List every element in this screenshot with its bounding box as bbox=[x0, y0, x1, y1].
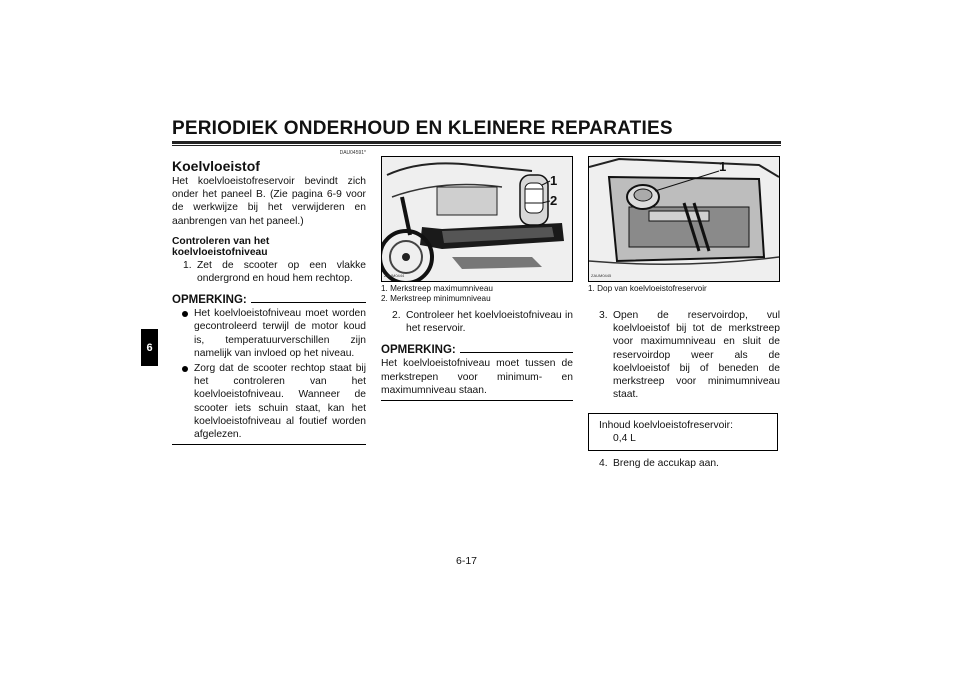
callout-1: 1 bbox=[719, 159, 727, 174]
figure-scooter-reservoir bbox=[381, 156, 573, 282]
step-1-number: 1. bbox=[183, 259, 192, 271]
step-3-number: 3. bbox=[599, 310, 608, 321]
intro-paragraph: Het koelvloeistofreservoir bevindt zich onder het paneel B. (Zie pagina 6-9 voor de werkwijze bij het verwijderen en aanbrengen van het paneel.) bbox=[172, 176, 366, 227]
step-3-text: Open de reservoirdop, vul koelvloeistof bij tot de merkstreep voor maximumniveau en sluit de reservoirdop weer als de koelvloeistof bij of beneden de merkstreep voor minimumniveau staat. bbox=[613, 310, 780, 401]
capacity-value: 0,4 L bbox=[613, 433, 636, 445]
step-2-number: 2. bbox=[392, 310, 401, 321]
step-4-number: 4. bbox=[599, 458, 608, 470]
figure-code: ZAUM0445 bbox=[591, 273, 612, 278]
section-code: DAU04591* bbox=[339, 150, 366, 156]
note-1-heading bbox=[172, 294, 366, 306]
note-1-end-rule bbox=[172, 444, 366, 445]
page-title: PERIODIEK ONDERHOUD EN KLEINERE REPARATIES bbox=[172, 118, 673, 139]
note-1-label: OPMERKING: bbox=[172, 294, 247, 307]
header-rule-thin bbox=[172, 145, 781, 146]
step-3 bbox=[588, 309, 780, 401]
subheading: Controleren van het koelvloeistofniveau bbox=[172, 235, 270, 258]
note-1-bullet bbox=[172, 362, 366, 441]
note-2-heading bbox=[381, 344, 573, 356]
page-number: 6-17 bbox=[456, 555, 478, 567]
section-heading: Koelvloeistof bbox=[172, 158, 260, 174]
reservoir-illustration bbox=[589, 157, 779, 281]
middle-column bbox=[381, 156, 573, 401]
callout-2: 2 bbox=[550, 193, 558, 208]
step-4-text: Breng de accukap aan. bbox=[613, 458, 719, 470]
callout-1: 1 bbox=[550, 173, 558, 188]
note-1-bullet-text: Zorg dat de scooter rechtop staat bij het controleren van het koelvloeistofniveau. Wanneer de scooter iets schuin staat, kan het koelvloeistofniveau al foutief worden afgelezen. bbox=[194, 363, 366, 441]
figure-1-caption bbox=[381, 284, 573, 304]
note-1-bullet-text: Het koelvloeistofniveau moet worden gecontroleerd terwijl de motor koud is, temperatuurverschillen zijn namelijk van invloed op het niveau. bbox=[194, 308, 366, 359]
bullet-icon bbox=[182, 366, 188, 372]
header-rule bbox=[172, 141, 781, 144]
note-2-end-rule bbox=[381, 400, 573, 401]
figure-reservoir-cap bbox=[588, 156, 780, 282]
step-1 bbox=[172, 259, 366, 285]
step-2-text: Controleer het koelvloeistofniveau in het reservoir. bbox=[406, 310, 573, 335]
capacity-label: Inhoud koelvloeistofreservoir: bbox=[599, 420, 733, 432]
chapter-tab: 6 bbox=[141, 329, 158, 366]
figure-code: ZAUM0444 bbox=[384, 273, 405, 278]
step-4 bbox=[588, 457, 780, 470]
capacity-box bbox=[588, 413, 778, 451]
note-2-label: OPMERKING: bbox=[381, 344, 456, 357]
scooter-illustration bbox=[382, 157, 572, 281]
note-2-text: Het koelvloeistofniveau moet tussen de merkstrepen voor minimum- en maximumniveau staan. bbox=[381, 358, 573, 396]
bullet-icon bbox=[182, 311, 188, 317]
left-column bbox=[172, 150, 366, 445]
step-1-text: Zet de scooter op een vlakke ondergrond en houd hem rechtop. bbox=[197, 259, 366, 285]
figure-2-caption: 1. Dop van koelvloeistofreservoir bbox=[588, 284, 707, 293]
right-column bbox=[588, 156, 780, 471]
caption-line: 1. Merkstreep maximumniveau bbox=[381, 284, 493, 293]
note-1-bullet bbox=[172, 307, 366, 360]
step-2 bbox=[381, 309, 573, 335]
caption-line: 2. Merkstreep minimumniveau bbox=[381, 294, 491, 303]
